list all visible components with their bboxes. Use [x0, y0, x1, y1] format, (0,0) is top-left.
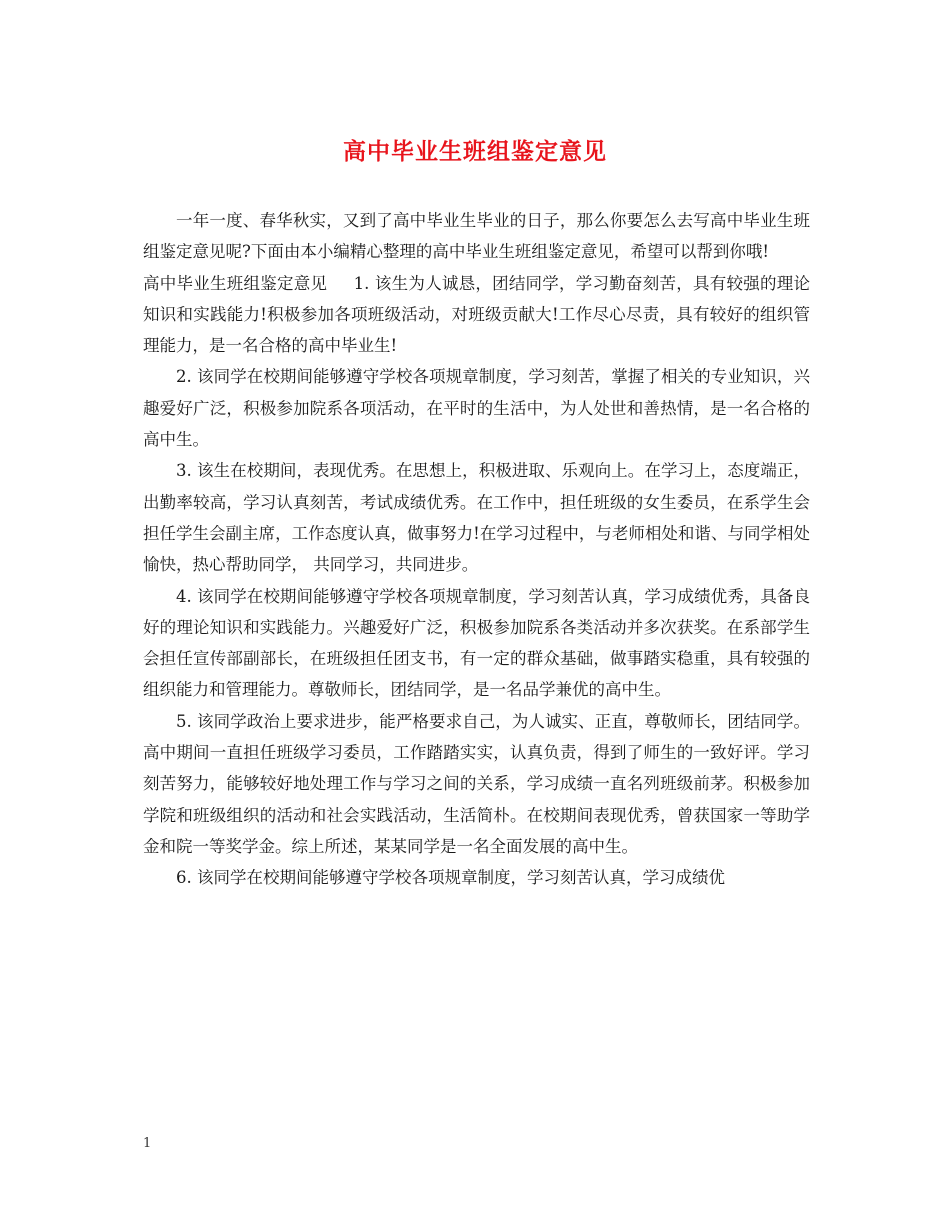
intro-paragraph: 一年一度、春华秋实，又到了高中毕业生毕业的日子，那么你要怎么去写高中毕业生班组鉴定意见呢?下面由本小编精心整理的高中毕业生班组鉴定意见，希望可以帮到你哦! — [143, 211, 810, 262]
item-1-text: 1. 该生为人诚恳，团结同学，学习勤奋刻苦，具有较强的理论知识和实践能力!积极参加各项班级活动，对班级贡献大!工作尽心尽责，具有较好的组织管理能力，是一名合格的高中毕业生! — [143, 273, 810, 356]
document-body — [143, 205, 810, 894]
paragraph-item-6: 6. 该同学在校期间能够遵守学校各项规章制度，学习刻苦认真，学习成绩优 — [176, 868, 725, 888]
paragraph-item-4: 4. 该同学在校期间能够遵守学校各项规章制度，学习刻苦认真，学习成绩优秀，具备良好的理论知识和实践能力。兴趣爱好广泛，积极参加院系各类活动并多次获奖。在系部学生会担任宣传部副部长，在班级担任团支书，有一定的群众基础，做事踏实稳重，具有较强的组织能力和管理能力。尊敬师长，团结同学，是一名品学兼优的高中生。 — [143, 586, 810, 700]
document-title: 高中毕业生班组鉴定意见 — [343, 138, 607, 165]
paragraph-item-1 — [143, 268, 810, 362]
paragraph-item-3: 3. 该生在校期间，表现优秀。在思想上，积极进取、乐观向上。在学习上，态度端正，出勤率较高，学习认真刻苦，考试成绩优秀。在工作中，担任班级的女生委员，在系学生会担任学生会副主席，工作态度认真，做事努力!在学习过程中，与老师相处和谐、与同学相处愉快，热心帮助同学， 共同学习，共同进步。 — [143, 461, 810, 575]
page-number: 1 — [143, 1136, 152, 1151]
paragraph-item-5: 5. 该同学政治上要求进步，能严格要求自己，为人诚实、正直，尊敬师长，团结同学。高中期间一直担任班级学习委员，工作踏踏实实，认真负责，得到了师生的一致好评。学习刻苦努力，能够较好地处理工作与学习之间的关系，学习成绩一直名列班级前茅。积极参加学院和班级组织的活动和社会实践活动，生活简朴。在校期间表现优秀，曾获国家一等助学金和院一等奖学金。综上所述，某某同学是一名全面发展的高中生。 — [143, 711, 810, 856]
paragraph-item-2: 2. 该同学在校期间能够遵守学校各项规章制度，学习刻苦，掌握了相关的专业知识，兴趣爱好广泛，积极参加院系各项活动，在平时的生活中，为人处世和善热情，是一名合格的高中生。 — [143, 367, 810, 450]
section-heading: 高中毕业生班组鉴定意见 — [143, 273, 328, 293]
